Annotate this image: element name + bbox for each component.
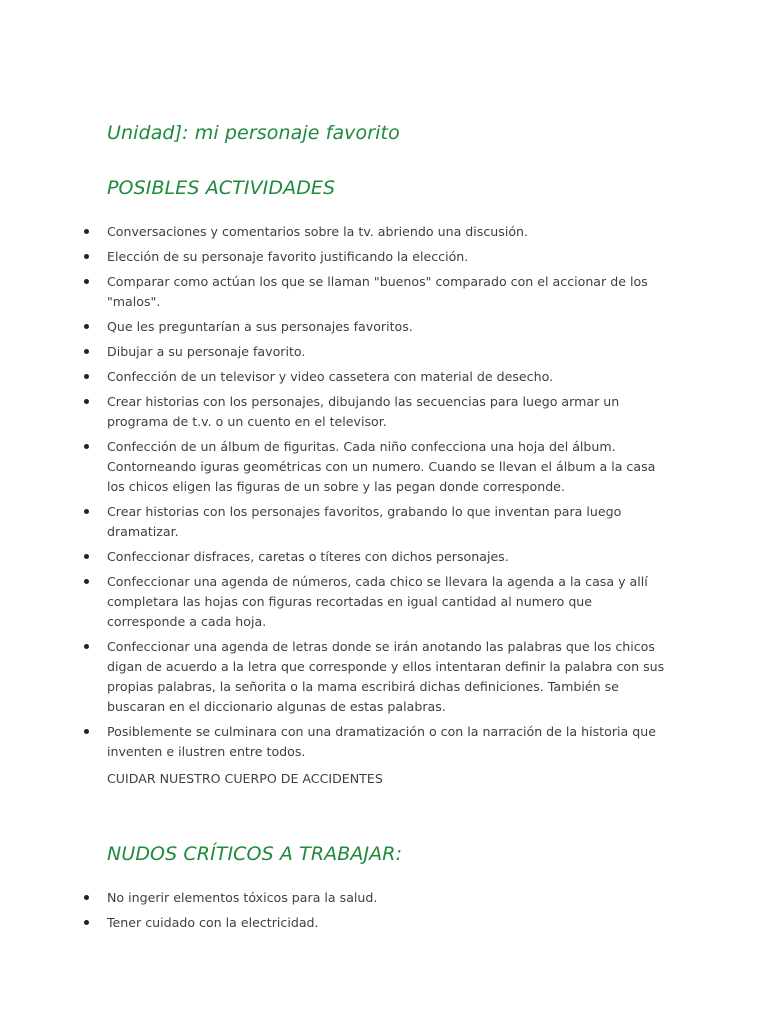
- list-item-text: Crear historias con los personajes favoritos, grabando lo que inventan para luego dramatizar.: [107, 504, 622, 539]
- list-item-text: Tener cuidado con la electricidad.: [107, 915, 319, 930]
- list-item-text: Posiblemente se culminara con una dramatización o con la narración de la historia que inventen e ilustren entre todos.: [107, 724, 656, 759]
- list-item: [0, 888, 667, 908]
- bullet-icon: [84, 254, 89, 259]
- nudos-list: [0, 888, 768, 938]
- list-item: [0, 547, 667, 567]
- bullet-icon: [84, 644, 89, 649]
- bullet-icon: [84, 895, 89, 900]
- list-item: [0, 722, 667, 762]
- list-item: [0, 437, 667, 497]
- list-item-text: Crear historias con los personajes, dibujando las secuencias para luego armar un programa de t.v. o un cuento en el televisor.: [107, 394, 620, 429]
- bullet-icon: [84, 349, 89, 354]
- list-item-text: Conversaciones y comentarios sobre la tv. abriendo una discusión.: [107, 224, 529, 239]
- list-item-text: Confección de un televisor y video cassetera con material de desecho.: [107, 369, 554, 384]
- bullet-icon: [84, 509, 89, 514]
- bullet-icon: [84, 279, 89, 284]
- bullet-icon: [84, 374, 89, 379]
- nudos-heading: NUDOS CRÍTICOS A TRABAJAR:: [107, 843, 403, 865]
- bullet-icon: [84, 324, 89, 329]
- list-item: [0, 272, 667, 312]
- list-item-text: Dibujar a su personaje favorito.: [107, 344, 306, 359]
- unit-title: Unidad]: mi personaje favorito: [107, 122, 400, 144]
- list-item: [0, 317, 667, 337]
- bullet-icon: [84, 399, 89, 404]
- list-item-text: Confeccionar disfraces, caretas o títeres con dichos personajes.: [107, 549, 509, 564]
- list-item: [0, 247, 667, 267]
- bullet-icon: [84, 554, 89, 559]
- list-item-text: Confeccionar una agenda de números, cada chico se llevara la agenda a la casa y allí completara las hojas con figuras recortadas en igual cantidad al numero que corresponde a cada hoja.: [107, 574, 648, 629]
- list-item-text: Confección de un álbum de figuritas. Cada niño confecciona una hoja del álbum. Contorneando iguras geométricas con un numero. Cuando se llevan el álbum a la casa los chicos eligen las figuras de un sobre y las pegan donde corresponde.: [107, 439, 656, 494]
- list-item-text: Elección de su personaje favorito justificando la elección.: [107, 249, 469, 264]
- care-line: CUIDAR NUESTRO CUERPO DE ACCIDENTES: [107, 771, 383, 786]
- list-item: [0, 342, 667, 362]
- list-item-text: Confeccionar una agenda de letras donde se irán anotando las palabras que los chicos digan de acuerdo a la letra que corresponde y ellos intentaran definir la palabra con sus propias palabras, la señorita o la mama escribirá dichas definiciones. También se buscaran en el diccionario algunas de estas palabras.: [107, 639, 665, 714]
- bullet-icon: [84, 920, 89, 925]
- activities-heading: POSIBLES ACTIVIDADES: [107, 177, 336, 199]
- list-item: [0, 913, 667, 933]
- list-item-text: Que les preguntarían a sus personajes favoritos.: [107, 319, 413, 334]
- list-item: [0, 222, 667, 242]
- bullet-icon: [84, 579, 89, 584]
- bullet-icon: [84, 229, 89, 234]
- list-item: [0, 572, 667, 632]
- list-item: [0, 502, 667, 542]
- list-item: [0, 367, 667, 387]
- bullet-icon: [84, 729, 89, 734]
- list-item: [0, 392, 667, 432]
- list-item-text: No ingerir elementos tóxicos para la salud.: [107, 890, 378, 905]
- bullet-icon: [84, 444, 89, 449]
- activities-list: [0, 222, 768, 767]
- list-item-text: Comparar como actúan los que se llaman "buenos" comparado con el accionar de los "malos".: [107, 274, 648, 309]
- list-item: [0, 637, 667, 717]
